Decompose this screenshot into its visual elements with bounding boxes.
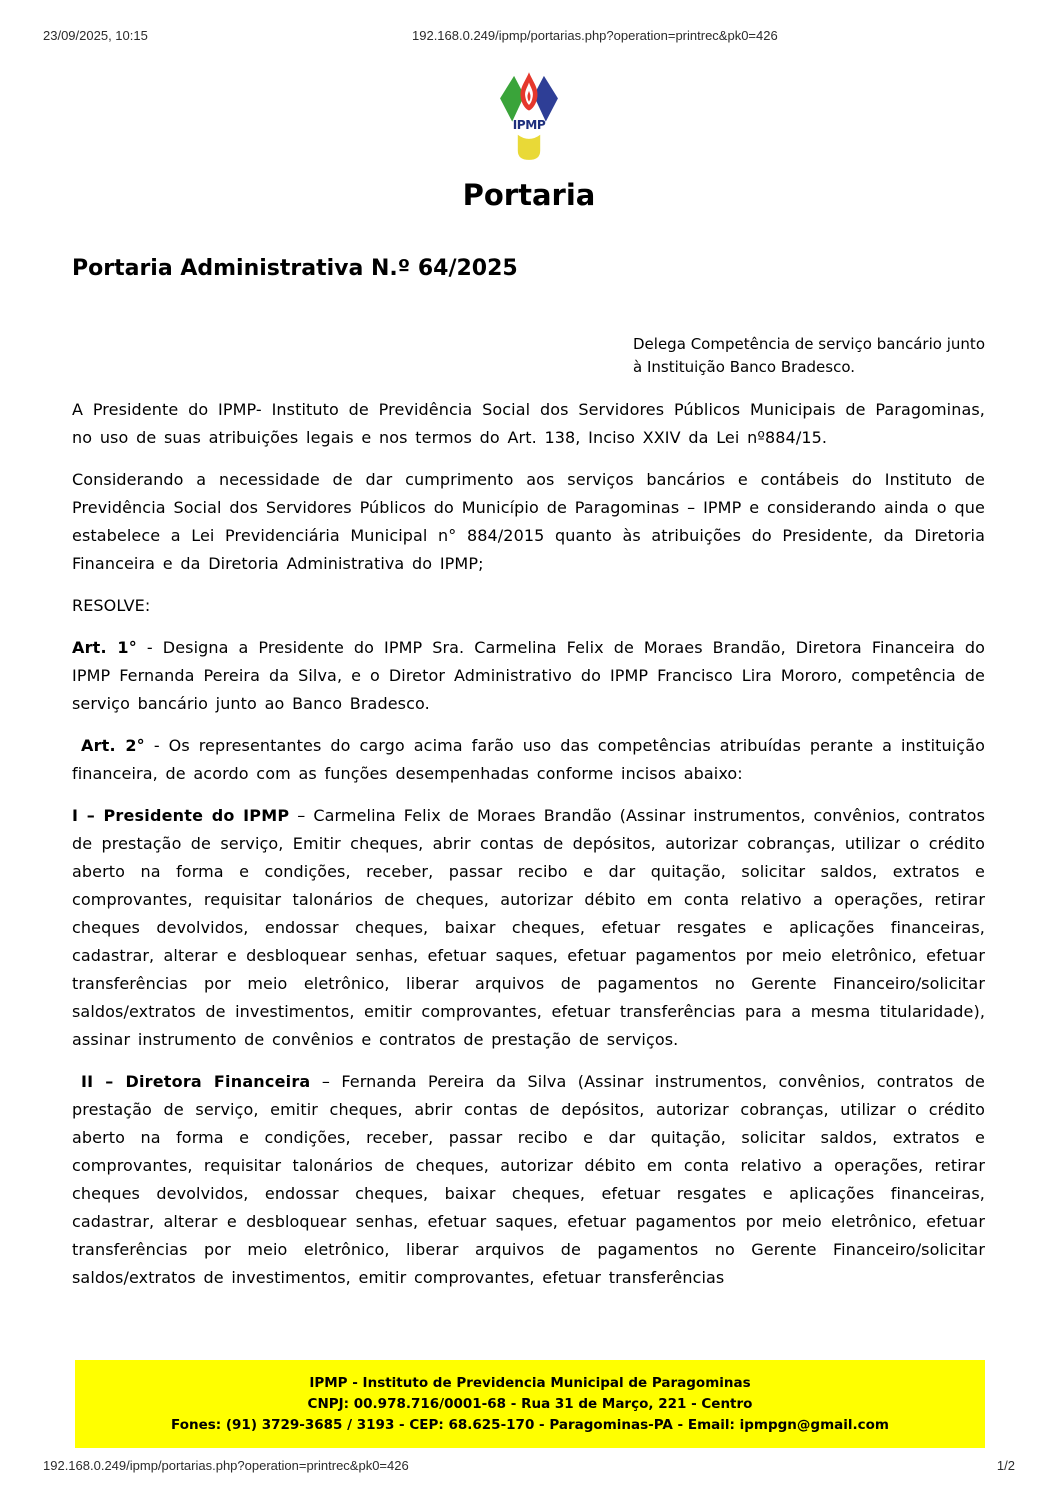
inciso2-lead: II – Diretora Financeira [81,1072,311,1091]
inciso2-text: – Fernanda Pereira da Silva (Assinar instrumentos, convênios, contratos de prestação de serviço, emitir cheques, abrir contas de depósitos, autorizar cobranças, utilizar o crédito aberto na forma e condições, receber, passar recibo e dar quitação, solicitar saldos, extratos e comprovantes, requisitar talonários de cheques, autorizar débito em conta relativo a operações, retirar cheques devolvidos, endossar cheques, baixar cheques, efetuar resgates e aplicações financeiras, cadastrar, alterar e desbloquear senhas, efetuar saques, efetuar pagamentos por meio eletrônico, efetuar transferências por meio eletrônico, liberar arquivos de pagamentos no Gerente Financeiro/solicitar saldos/extratos de investimentos, emitir comprovantes, efetuar transferências [72,1072,985,1287]
paragraph-art1 [72,634,985,718]
print-footer [43,1458,1015,1473]
paragraph-art2 [72,732,985,788]
paragraph-inciso1 [72,802,985,1054]
paragraph-considerando: Considerando a necessidade de dar cumprimento aos serviços bancários e contábeis do Instituto de Previdência Social dos Servidores Públicos do Município de Paragominas – IPMP e considerando ainda o que estabelece a Lei Previdenciária Municipal n° 884/2015 quanto às atribuições do Presidente, da Diretoria Financeira e da Diretoria Administrativa do IPMP; [72,470,985,573]
inciso1-lead: I – Presidente do IPMP [72,806,290,825]
art2-text: - Os representantes do cargo acima farão uso das competências atribuídas perante a instituição financeira, de acordo com as funções desempenhadas conforme incisos abaixo: [72,736,985,783]
logo-blue-leaf-icon [534,76,558,122]
org-name-line: IPMP - Instituto de Previdencia Municipal de Paragominas [309,1375,751,1391]
print-datetime: 23/09/2025, 10:15 [43,28,148,43]
art1-text: - Designa a Presidente do IPMP Sra. Carmelina Felix de Moraes Brandão, Diretora Financeira do IPMP Fernanda Pereira da Silva, e o Diretor Administrativo do IPMP Francisco Lira Mororo, competência de serviço bancário junto ao Banco Bradesco. [72,638,985,713]
print-header-url: 192.168.0.249/ipmp/portarias.php?operation=printrec&pk0=426 [412,28,778,43]
logo-ipmp-text: IPMP [512,118,546,133]
paragraph-resolve: RESOLVE: [72,596,151,615]
ipmp-logo-graphic [487,70,571,164]
org-cnpj-address-line: CNPJ: 00.978.716/0001-68 - Rua 31 de Março, 221 - Centro [307,1396,753,1412]
logo-green-leaf-icon [500,76,524,122]
page-title: Portaria [462,178,596,212]
paragraph-preamble: A Presidente do IPMP- Instituto de Previdência Social dos Servidores Públicos Municipais de Paragominas, no uso de suas atribuições legais e nos termos do Art. 138, Inciso XXIV da Lei nº884/15. [72,400,985,447]
paragraph-inciso2 [72,1068,985,1292]
inciso1-text: – Carmelina Felix de Moraes Brandão (Assinar instrumentos, convênios, contratos de prestação de serviço, Emitir cheques, abrir contas de depósitos, autorizar cobranças, utilizar o crédito aberto na forma e condições, receber, passar recibo e dar quitação, solicitar saldos, extratos e comprovantes, requisitar talonários de cheques, autorizar débito em conta relativo a operações, retirar cheques devolvidos, endossar cheques, baixar cheques, efetuar resgates e aplicações financeiras, cadastrar, alterar e desbloquear senhas, efetuar saques, efetuar pagamentos por meio eletrônico, efetuar transferências por meio eletrônico, liberar arquivos de pagamentos no Gerente Financeiro/solicitar saldos/extratos de investimentos, emitir comprovantes, efetuar transferências para a mesma titularidade), assinar instrumento de convênios e contratos de prestação de serviços. [72,806,985,1049]
logo-candle-icon [518,135,540,160]
art1-lead: Art. 1° [72,638,137,657]
art2-lead: Art. 2° [81,736,145,755]
org-contact-line: Fones: (91) 3729-3685 / 3193 - CEP: 68.625-170 - Paragominas-PA - Email: ipmpgn@gmail.com [171,1417,889,1433]
org-footer [75,1360,985,1448]
summary-block: Delega Competência de serviço bancário junto à Instituição Banco Bradesco. [633,335,985,376]
page-number: 1/2 [996,1458,1015,1473]
print-footer-url: 192.168.0.249/ipmp/portarias.php?operation=printrec&pk0=426 [43,1458,409,1473]
doc-subtitle: Portaria Administrativa N.º 64/2025 [72,256,518,281]
ipmp-logo [0,70,1058,168]
document-body [72,252,985,1356]
